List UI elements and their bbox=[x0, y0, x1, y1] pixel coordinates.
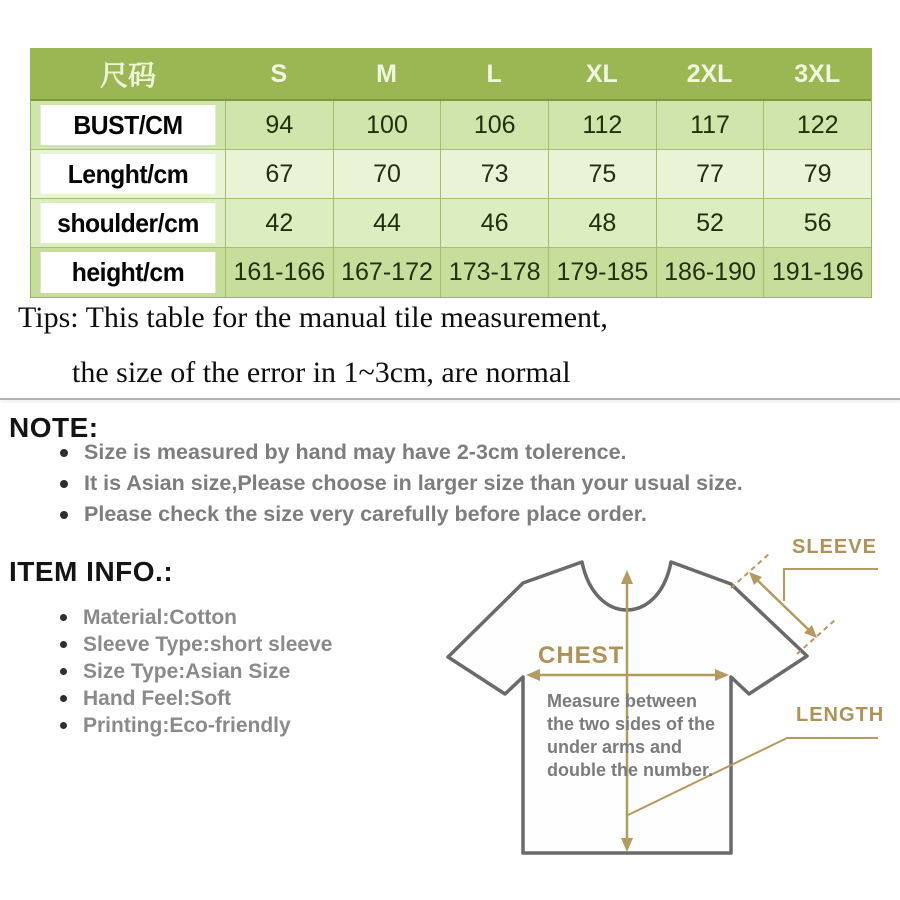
bullet-icon bbox=[60, 449, 68, 457]
sleeve-label: SLEEVE bbox=[792, 536, 877, 558]
sleeve-leader-line bbox=[784, 569, 878, 601]
length-value-l: 73 bbox=[440, 150, 548, 198]
item-info-item: Size Type:Asian Size bbox=[60, 658, 332, 685]
header-cell-s: S bbox=[270, 59, 288, 88]
height-value-s: 161-166 bbox=[225, 248, 333, 297]
tshirt-measurement-diagram bbox=[440, 528, 900, 893]
header-cell-xl: XL bbox=[585, 59, 618, 88]
shoulder-value-3xl: 56 bbox=[763, 199, 871, 247]
length-value-m: 70 bbox=[333, 150, 441, 198]
table-row-shoulder bbox=[31, 199, 871, 248]
bust-value-l: 106 bbox=[440, 101, 548, 149]
bust-value-s: 94 bbox=[225, 101, 333, 149]
item-info-item: Hand Feel:Soft bbox=[60, 685, 332, 712]
height-value-l: 173-178 bbox=[440, 248, 548, 297]
item-info-item: Material:Cotton bbox=[60, 604, 332, 631]
length-value-3xl: 79 bbox=[763, 150, 871, 198]
length-label: LENGTH bbox=[796, 704, 885, 726]
bullet-icon bbox=[60, 480, 68, 488]
height-value-m: 167-172 bbox=[333, 248, 441, 297]
item-info-list bbox=[60, 604, 332, 739]
note-heading: NOTE: bbox=[9, 412, 99, 443]
size-chart-table bbox=[30, 48, 872, 298]
bullet-icon bbox=[60, 695, 67, 702]
bust-value-2xl: 117 bbox=[656, 101, 764, 149]
length-value-xl: 75 bbox=[548, 150, 656, 198]
shoulder-value-l: 46 bbox=[440, 199, 548, 247]
tips-line-1: Tips: This table for the manual tile measurement, bbox=[18, 301, 608, 334]
note-list bbox=[60, 437, 743, 530]
section-divider bbox=[0, 398, 900, 400]
item-info-item: Printing:Eco-friendly bbox=[60, 712, 332, 739]
chest-measure-instructions: Measure between the two sides of the under arms and double the number. bbox=[547, 691, 716, 780]
header-cell-size: 尺码 bbox=[99, 60, 156, 91]
sleeve-dashed-tick-start bbox=[731, 554, 769, 588]
row-label-bust: BUST/CM bbox=[41, 105, 216, 145]
height-value-3xl: 191-196 bbox=[763, 248, 871, 297]
length-arrowhead-top bbox=[621, 570, 633, 584]
header-cell-l: L bbox=[486, 59, 502, 88]
header-cell-m: M bbox=[376, 59, 397, 88]
chest-label: CHEST bbox=[538, 642, 625, 669]
item-info-heading: ITEM INFO.: bbox=[9, 556, 174, 587]
shoulder-value-2xl: 52 bbox=[656, 199, 764, 247]
note-item: Please check the size very carefully before place order. bbox=[60, 499, 743, 530]
bullet-icon bbox=[60, 641, 67, 648]
bust-value-xl: 112 bbox=[548, 101, 656, 149]
length-value-2xl: 77 bbox=[656, 150, 764, 198]
size-table-header-row bbox=[31, 49, 871, 101]
bullet-icon bbox=[60, 668, 67, 675]
item-info-item: Sleeve Type:short sleeve bbox=[60, 631, 332, 658]
length-value-s: 67 bbox=[225, 150, 333, 198]
row-label-shoulder: shoulder/cm bbox=[41, 203, 216, 243]
table-row-height bbox=[31, 248, 871, 297]
height-value-2xl: 186-190 bbox=[656, 248, 764, 297]
header-cell-3xl: 3XL bbox=[794, 59, 841, 88]
note-item: It is Asian size,Please choose in larger size than your usual size. bbox=[60, 468, 743, 499]
row-label-length: Lenght/cm bbox=[41, 154, 216, 194]
header-cell-2xl: 2XL bbox=[686, 59, 733, 88]
bust-value-3xl: 122 bbox=[763, 101, 871, 149]
bust-value-m: 100 bbox=[333, 101, 441, 149]
table-row-length bbox=[31, 150, 871, 199]
height-value-xl: 179-185 bbox=[548, 248, 656, 297]
shoulder-value-xl: 48 bbox=[548, 199, 656, 247]
table-row-bust bbox=[31, 101, 871, 150]
row-label-height: height/cm bbox=[41, 252, 216, 293]
note-item: Size is measured by hand may have 2-3cm tolerence. bbox=[60, 437, 743, 468]
shoulder-value-s: 42 bbox=[225, 199, 333, 247]
bullet-icon bbox=[60, 511, 68, 519]
tips-line-2: the size of the error in 1~3cm, are normal bbox=[72, 356, 571, 389]
bullet-icon bbox=[60, 722, 67, 729]
shoulder-value-m: 44 bbox=[333, 199, 441, 247]
bullet-icon bbox=[60, 614, 67, 621]
